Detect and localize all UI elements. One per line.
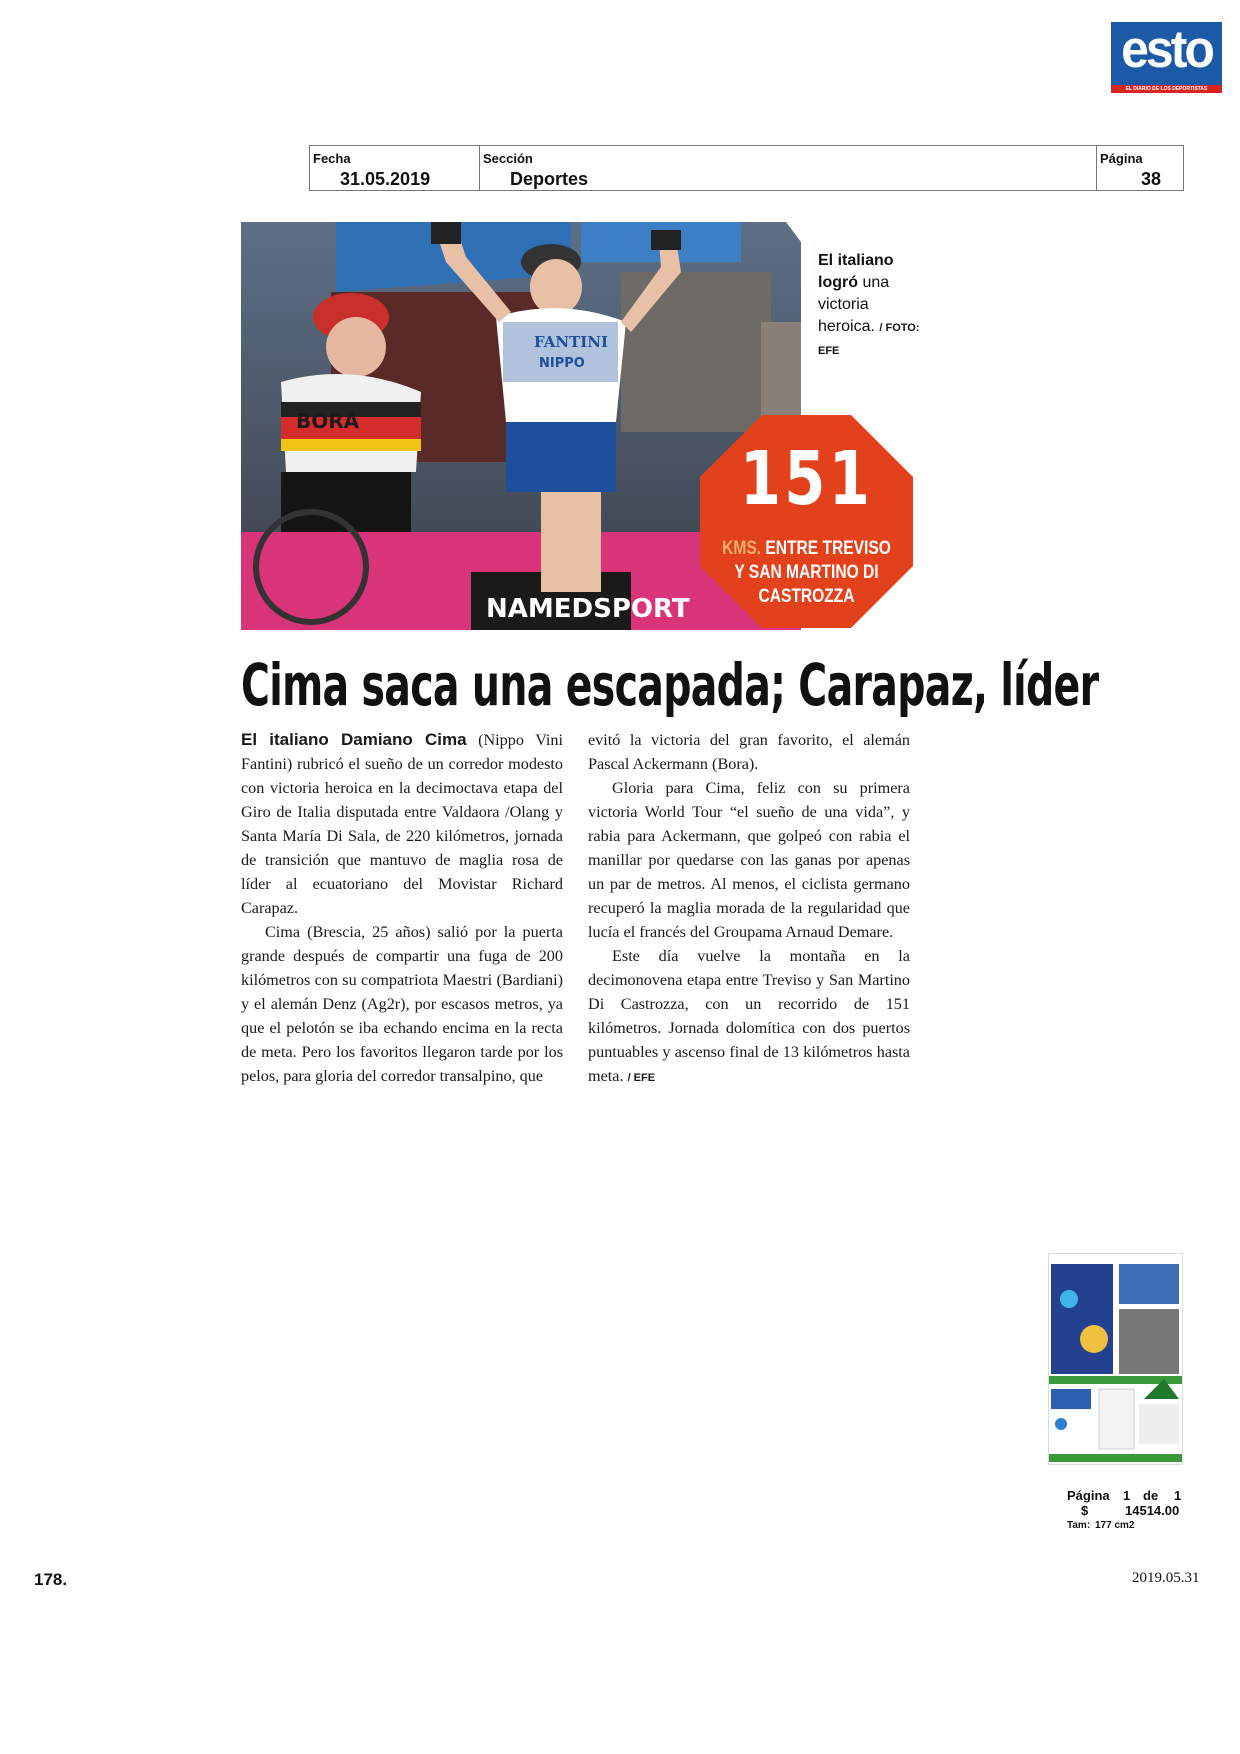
- seccion-cell: [480, 146, 1096, 190]
- fecha-label: Fecha: [313, 151, 351, 166]
- thumbnail-illustration: [1049, 1254, 1182, 1464]
- esto-logo: [1111, 19, 1222, 93]
- article-paragraph-1: [241, 728, 563, 920]
- distance-line-1: ENTRE TREVISO: [765, 538, 891, 559]
- logo-tagline: EL DIARIO DE LOS DEPORTISTAS: [1125, 86, 1208, 92]
- right-jersey-text-2: NIPPO: [539, 356, 585, 371]
- caption-text: una victoria heroica.: [818, 274, 890, 335]
- page-info: [1067, 1488, 1187, 1533]
- info-tam: 177 cm2: [1095, 1520, 1135, 1531]
- distance-kms: KMS.: [722, 538, 762, 559]
- clipping-header: [309, 145, 1184, 191]
- article-paragraph-2: Cima (Brescia, 25 años) salió por la puerta grande después de compartir una fuga de 200 kilómetros con su compatriota Maestri (Bardiani) y el alemán Denz (Ag2r), por escasos metros, ya que el pelotón se iba echando encima en la recta de meta. Pero los favoritos llegaron tarde por los pelos, para gloria del corredor transalpino, que: [241, 923, 563, 1085]
- info-currency: $: [1081, 1503, 1089, 1518]
- caption-credit: / FOTO: EFE: [818, 322, 920, 357]
- article-column-2: [588, 728, 910, 1090]
- size-row: [1067, 1518, 1187, 1533]
- seccion-value: Deportes: [510, 169, 589, 189]
- article-paragraph-2b: evitó la victoria del gran favorito, el alemán Pascal Ackermann (Bora).: [588, 731, 910, 773]
- article-paragraph-4: [588, 944, 910, 1090]
- article-lead: El italiano Damiano Cima: [241, 730, 467, 749]
- distance-text: [719, 537, 894, 609]
- left-jersey-text: BORA: [296, 409, 360, 433]
- article-signature: / EFE: [627, 1072, 656, 1084]
- fecha-value: 31.05.2019: [340, 169, 431, 189]
- distance-line-2: Y SAN MARTINO DI: [734, 562, 879, 583]
- price-row: [1067, 1503, 1187, 1518]
- clipping-date: 2019.05.31: [1132, 1570, 1200, 1586]
- article-p1: (Nippo Vini Fantini) rubricó el sueño de un corredor modesto con victoria heroica en la decimoctava etapa del Giro de Italia disputada entre Valdaora /Olang y Santa María Di Sala, de 220 kilómetros, jornada de transición que mantuvo de maglia rosa de líder al ecuatoriano del Movistar Richard Carapaz.: [241, 731, 563, 917]
- distance-badge: [700, 415, 913, 628]
- info-pagina: 1: [1123, 1488, 1131, 1503]
- photo-caption: [818, 250, 923, 362]
- clipping-number: 178.: [34, 1570, 68, 1589]
- article-headline: Cima saca una escapada; Carapaz, líder: [241, 651, 1099, 719]
- right-jersey-text-1: FANTINI: [534, 333, 609, 351]
- pagina-value: 38: [1141, 169, 1162, 189]
- distance-number: 151: [739, 436, 874, 522]
- info-pagina-label: Página: [1067, 1488, 1110, 1503]
- info-de-label: de: [1143, 1488, 1159, 1503]
- distance-line-3: CASTROZZA: [758, 586, 855, 607]
- info-tam-label: Tam:: [1067, 1520, 1091, 1531]
- pagina-label: Página: [1100, 151, 1143, 166]
- caption-bold-2: logró: [818, 274, 858, 291]
- logo-word: esto: [1121, 19, 1212, 79]
- page-thumbnail: [1048, 1253, 1183, 1465]
- article-column-1: [241, 728, 563, 1088]
- seccion-label: Sección: [483, 151, 533, 166]
- pagina-cell: [1096, 146, 1183, 190]
- info-total: 1: [1174, 1488, 1182, 1503]
- info-amount: 14514.00: [1125, 1503, 1180, 1518]
- banner-text: NAMEDSPORT: [486, 594, 690, 624]
- caption-bold-1: El italiano: [818, 252, 894, 269]
- article-paragraph-3: Gloria para Cima, feliz con su primera victoria World Tour “el sueño de una vida”, y rabia para Ackermann, que golpeó con rabia el manillar por quedarse con las ganas por apenas un par de metros. Al menos, el ciclista germano recuperó la maglia morada de la regularidad que lucía el francés del Groupama Arnaud Demare.: [588, 779, 910, 941]
- page-count-row: [1067, 1488, 1187, 1503]
- fecha-cell: [310, 146, 480, 190]
- article-p4: Este día vuelve la montaña en la decimonovena etapa entre Treviso y San Martino Di Castrozza, con un recorrido de 151 kilómetros. Jornada dolomítica con dos puertos puntuables y ascenso final de 13 kilómetros hasta meta.: [588, 947, 910, 1085]
